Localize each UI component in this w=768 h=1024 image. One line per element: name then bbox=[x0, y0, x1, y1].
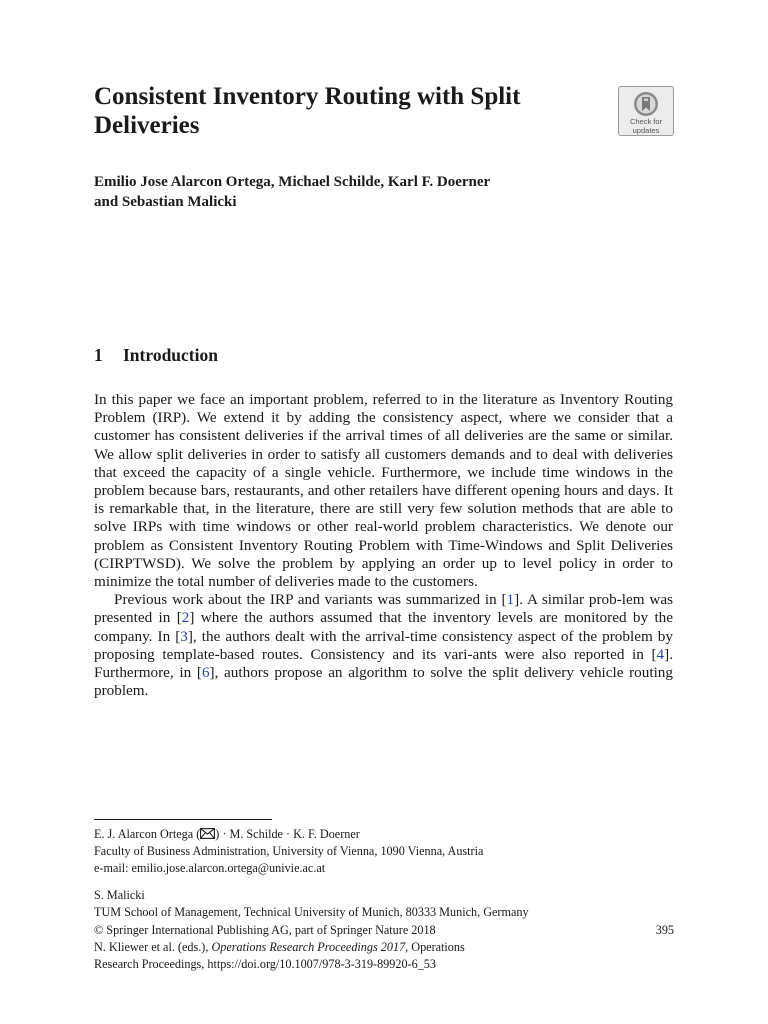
p1-line: consider that a customer has consistent deliveries if the arrival times of all deliveries bbox=[94, 409, 674, 445]
badge-label-line-2: updates bbox=[632, 126, 660, 135]
introduction-body bbox=[94, 391, 673, 700]
section-heading bbox=[94, 345, 218, 366]
citation-title: Operations Research Proceedings 2017 bbox=[211, 940, 406, 954]
title-line-1: Consistent Inventory Routing with Split bbox=[94, 83, 521, 110]
envelope-icon bbox=[200, 828, 215, 839]
title-line-2: Deliveries bbox=[94, 112, 200, 139]
section-title: Introduction bbox=[123, 345, 218, 365]
paragraph-1 bbox=[94, 391, 673, 591]
p1-line: literature, there are still very few solution methods that are able to solve IRPs with bbox=[94, 500, 673, 536]
p2-text: ]. A similar prob-lem was presented in [ bbox=[94, 591, 673, 627]
p1-line: as Consistent Inventory Routing Problem with Time-Windows and Split Deliveries bbox=[150, 536, 674, 554]
affiliation-1-name-a: E. J. Alarcon Ortega ( bbox=[94, 827, 201, 841]
citation-prefix: N. Kliewer et al. (eds.), bbox=[94, 940, 212, 954]
authors-line-2: and Sebastian Malicki bbox=[94, 194, 237, 210]
p2-text: ]. Furthermore, in [ bbox=[94, 645, 673, 682]
p1-line: and other retailers have different opening hours and days. It is remarkable that, in the bbox=[94, 482, 673, 518]
check-for-updates-badge[interactable] bbox=[618, 86, 674, 136]
bookmark-icon bbox=[633, 91, 659, 117]
p1-line: Furthermore, we include time windows in the problem because bars, restaurants, bbox=[94, 463, 673, 500]
p2-text: ] where the authors assumed that the inventory levels are monitored by the company. In [ bbox=[94, 609, 673, 645]
p2-text: ], authors propose an algorithm to solve the split delivery vehicle routing problem. bbox=[94, 664, 673, 700]
citation-link-1[interactable]: 1 bbox=[506, 591, 515, 609]
affiliation-footnotes bbox=[94, 826, 674, 921]
citation-link-2[interactable]: 2 bbox=[181, 609, 190, 627]
affiliation-1-name-b: ) · M. Schilde · K. F. Doerner bbox=[215, 827, 360, 841]
publication-footer bbox=[94, 922, 674, 973]
citation-line-2[interactable]: Research Proceedings, https://doi.org/10.1007/978-3-319-89920-6_53 bbox=[94, 957, 436, 971]
affiliation-1-institution: Faculty of Business Administration, University of Vienna, 1090 Vienna, Austria bbox=[94, 844, 484, 858]
authors-line-1: Emilio Jose Alarcon Ortega, Michael Schilde, Karl F. Doerner bbox=[94, 174, 491, 190]
author-list bbox=[94, 172, 614, 212]
paragraph-2 bbox=[94, 591, 673, 700]
p1-line: time windows or other real-world problem characteristics. We denote our problem bbox=[94, 518, 673, 554]
p2-text: ], the authors dealt with the arrival-time consistency aspect of the problem by proposing template-based routes. Consistency and its vari-ants were also reported in [ bbox=[94, 627, 673, 663]
p1-line: In this paper we face an important problem, referred to in the literature as Inventory bbox=[94, 391, 620, 408]
copyright-line: © Springer International Publishing AG, part of Springer Nature 2018 bbox=[94, 923, 436, 937]
affiliation-2-name: S. Malicki bbox=[94, 888, 145, 902]
affiliation-1-email[interactable]: e-mail: emilio.jose.alarcon.ortega@univie.ac.at bbox=[94, 861, 326, 875]
citation-line-1 bbox=[94, 939, 674, 956]
paper-title bbox=[94, 82, 614, 140]
page-number: 395 bbox=[655, 923, 674, 937]
citation-link-6[interactable]: 6 bbox=[201, 664, 210, 682]
affiliation-2-institution: TUM School of Management, Technical University of Munich, 80333 Munich, Germany bbox=[94, 905, 529, 919]
section-number: 1 bbox=[94, 345, 103, 365]
p2-text: Previous work about the IRP and variants was summarized in [ bbox=[114, 591, 507, 609]
citation-suffix: , Operations bbox=[405, 940, 465, 954]
citation-link-3[interactable]: 3 bbox=[180, 627, 188, 645]
footnote-divider bbox=[94, 819, 272, 820]
badge-label-line-1: Check for bbox=[629, 117, 663, 126]
p1-line: Routing Problem (IRP). We extend it by adding the consistency aspect, where we bbox=[94, 391, 674, 427]
p1-line: (CIRPTWSD). We solve the problem by applying an order up to level policy in order bbox=[94, 554, 655, 572]
p1-line: are the same or similar. We allow split deliveries in order to satisfy all customers bbox=[94, 427, 673, 463]
p1-line: demands and to deal with deliveries that exceed the capacity of a single vehicle. bbox=[94, 445, 673, 481]
affiliation-1-names bbox=[94, 826, 674, 843]
citation-link-4[interactable]: 4 bbox=[656, 645, 665, 663]
p1-line: to minimize the total number of deliveries made to the customers. bbox=[94, 554, 674, 591]
